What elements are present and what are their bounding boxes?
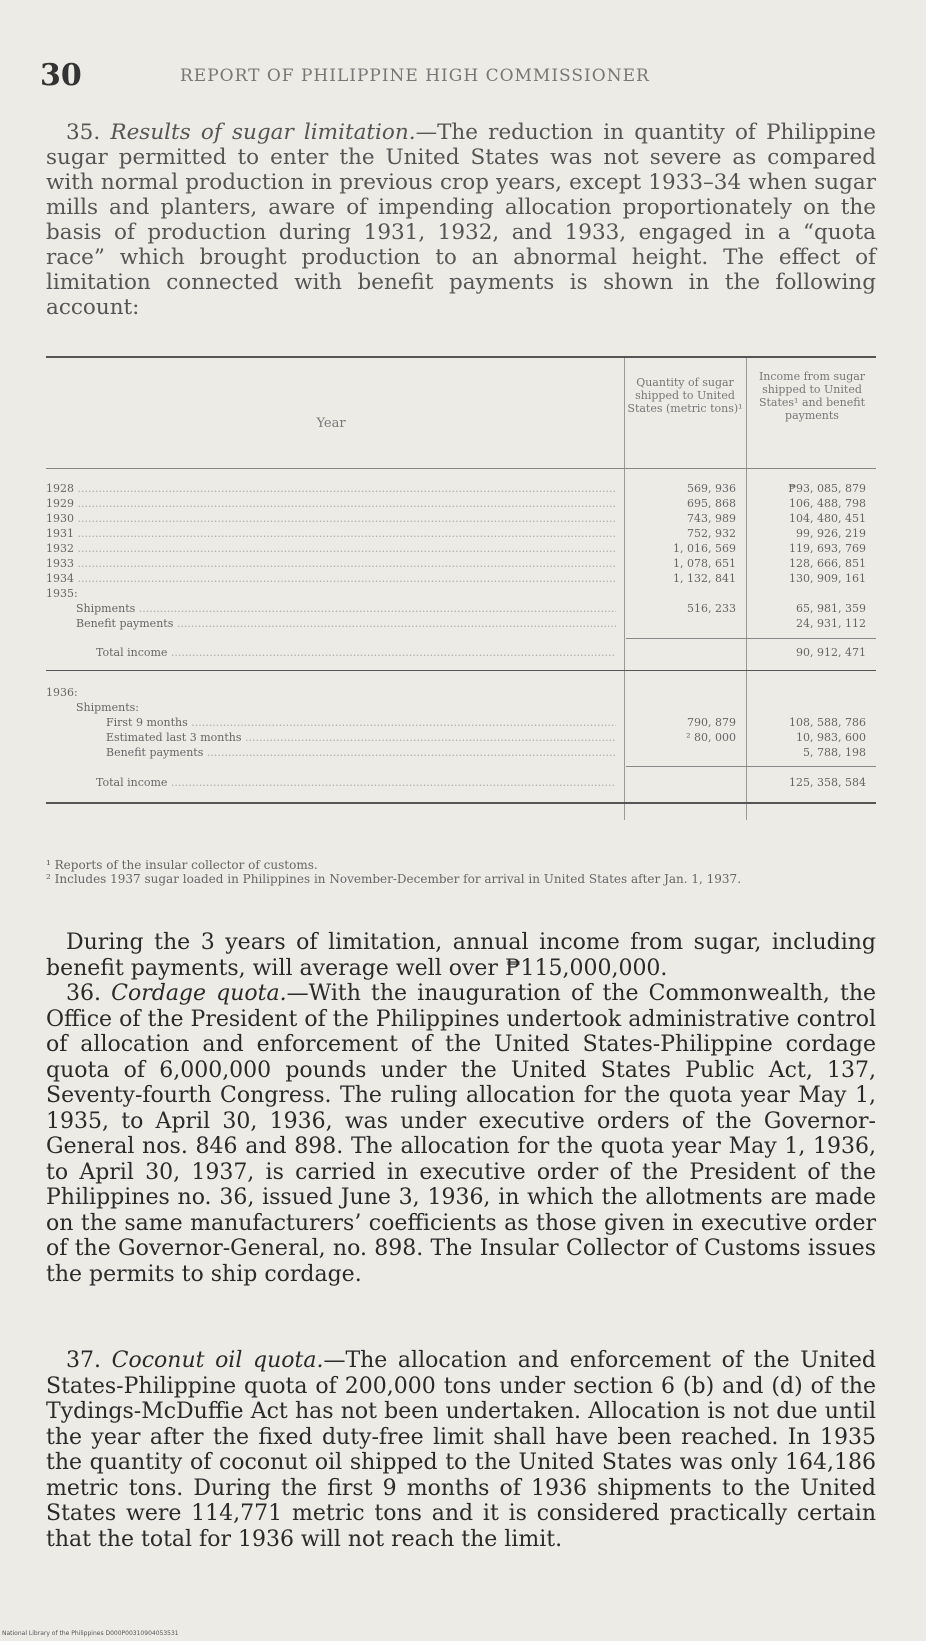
table-row: 1935: [46, 587, 78, 600]
archive-identifier: National Library of the Philippines D000P00310904053531 [2, 1630, 179, 1637]
section-36-paragraph [46, 981, 876, 1287]
table-row-total: Total income ..... 90, 912, 471 [46, 646, 876, 661]
page-header [40, 58, 880, 98]
table-row: Benefit payments ..... 24, 931, 112 [46, 617, 876, 632]
section-35-paragraph [46, 120, 876, 320]
table-row: 1928 ..... 569, 936 ₱93, 085, 879 [46, 482, 876, 497]
running-title: REPORT OF PHILIPPINE HIGH COMMISSIONER [180, 66, 650, 86]
section-35-number: 35. [66, 120, 101, 145]
limitation-text: During the 3 years of limitation, annual income from sugar, including benefit payments, will average well over ₱115,000,000. [46, 930, 876, 981]
table-row: Shipments ..... 516, 233 65, 981, 359 [46, 602, 876, 617]
table-row: Estimated last 3 months ..... ² 80, 000 10, 983, 600 [46, 731, 876, 746]
section-36-title: Cordage quota. [111, 981, 287, 1006]
footnote-1: ¹ Reports of the insular collector of customs. [46, 858, 318, 872]
table-row: 1929 ..... 695, 868 106, 488, 798 [46, 497, 876, 512]
table-row: Benefit payments ..... 5, 788, 198 [46, 746, 876, 761]
table-row-total: Total income ..... 125, 358, 584 [46, 776, 876, 791]
section-37-title: Coconut oil quota. [111, 1348, 324, 1373]
section-35-text: —The reduction in quantity of Philippine sugar permitted to enter the United States was not severe as compared with normal production in previous crop years, except 1933–34 when sugar mills and planters, aware of impending allocation proportionately on the basis of production during 1931, 1932, and 1933, engaged in a “quota race” which brought production to an abnormal height. The effect of limitation connected with benefit payments is shown in the following account: [46, 120, 876, 320]
footnote-2: ² Includes 1937 sugar loaded in Philippines in November-December for arrival in United States after Jan. 1, 1937. [46, 872, 742, 886]
table-row: 1933 ..... 1, 078, 651 128, 666, 851 [46, 557, 876, 572]
section-37-text: —The allocation and enforcement of the United States-Philippine quota of 200,000 tons under section 6 (b) and (d) of the Tydings-McDuffie Act has not been undertaken. Allocation is not due until the year after the fixed duty-free limit shall have been reached. In 1935 the quantity of coconut oil shipped to the United States was only 164,186 metric tons. During the first 9 months of 1936 shipments to the United States were 114,771 metric tons and it is considered practically certain that the total for 1936 will not reach the limit. [46, 1348, 876, 1552]
table-row: First 9 months ..... 790, 879 108, 588, 786 [46, 716, 876, 731]
section-36-number: 36. [66, 981, 101, 1006]
table-row: 1934 ..... 1, 132, 841 130, 909, 161 [46, 572, 876, 587]
section-37-paragraph [46, 1348, 876, 1552]
col-header-quantity: Quantity of sugar shipped to United States (metric tons)¹ [627, 376, 743, 415]
col-header-year: Year [316, 416, 346, 431]
table-row: 1931 ..... 752, 932 99, 926, 219 [46, 527, 876, 542]
section-36-text: —With the inauguration of the Commonwealth, the Office of the President of the Philippines undertook administrative control of allocation and enforcement of the United States-Philippine cordage quota of 6,000,000 pounds under the United States Public Act, 137, Seventy-fourth Congress. The ruling allocation for the quota year May 1, 1935, to April 30, 1936, was under executive orders of the Governor-General nos. 846 and 898. The allocation for the quota year May 1, 1936, to April 30, 1937, is carried in executive order of the President of the Philippines no. 36, issued June 3, 1936, in which the allotments are made on the same manufacturers’ coefficients as those given in executive order of the Governor-General, no. 898. The Insular Collector of Customs issues the permits to ship cordage. [46, 981, 877, 1287]
table-row: 1932 ..... 1, 016, 569 119, 693, 769 [46, 542, 876, 557]
section-37-number: 37. [66, 1348, 101, 1373]
table-row: 1930 ..... 743, 989 104, 480, 451 [46, 512, 876, 527]
col-header-income: Income from sugar shipped to United States¹ and benefit payments [758, 370, 866, 422]
limitation-paragraph [46, 930, 876, 981]
section-35-title: Results of sugar limitation. [110, 120, 416, 145]
page-number: 30 [40, 58, 82, 93]
table-row: Shipments: [76, 701, 139, 714]
table-row: 1936: [46, 686, 78, 699]
